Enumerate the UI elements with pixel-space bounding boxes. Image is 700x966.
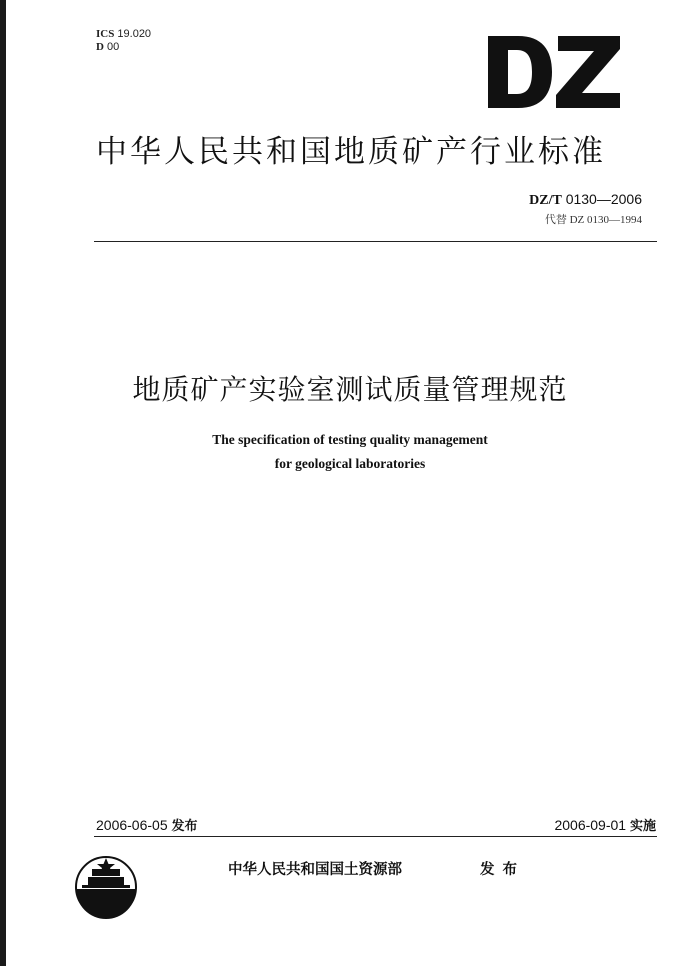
ccs-label: D: [96, 41, 104, 53]
authority-title: 中华人民共和国地质矿产行业标准: [96, 134, 606, 170]
ccs-code: [96, 41, 151, 54]
replaces-standard: 代替 DZ 0130—1994: [544, 214, 642, 226]
ccs-value: 00: [107, 41, 120, 53]
dz-logo: [488, 36, 620, 108]
issue-date-suffix: 发布: [171, 819, 198, 834]
effective-date-value: 2006-09-01: [554, 817, 627, 833]
classification-codes: [96, 28, 151, 54]
ics-value: 19.020: [117, 28, 152, 40]
issuing-authority: 中华人民共和国国土资源部: [228, 862, 402, 878]
bottom-divider: [94, 836, 657, 837]
issuing-verb: 发布: [480, 862, 525, 878]
document-title-english-line1: The specification of testing quality management: [212, 432, 488, 447]
document-title-chinese: 地质矿产实验室测试质量管理规范: [132, 373, 568, 406]
top-divider: [94, 241, 657, 242]
standard-number-block: [529, 191, 642, 227]
scan-edge: [0, 0, 6, 966]
effective-date-suffix: 实施: [629, 819, 656, 834]
ics-label: ICS: [96, 28, 115, 40]
ics-code: [96, 28, 151, 41]
issue-date-value: 2006-06-05: [96, 817, 168, 833]
standard-code: 0130—2006: [565, 191, 642, 207]
standard-prefix: DZ/T: [529, 193, 562, 208]
standard-number: [529, 191, 642, 209]
effective-date: [554, 815, 656, 834]
national-emblem-icon: [74, 855, 138, 919]
issue-date: [96, 815, 198, 834]
document-title-english-line2: for geological laboratories: [274, 456, 426, 471]
